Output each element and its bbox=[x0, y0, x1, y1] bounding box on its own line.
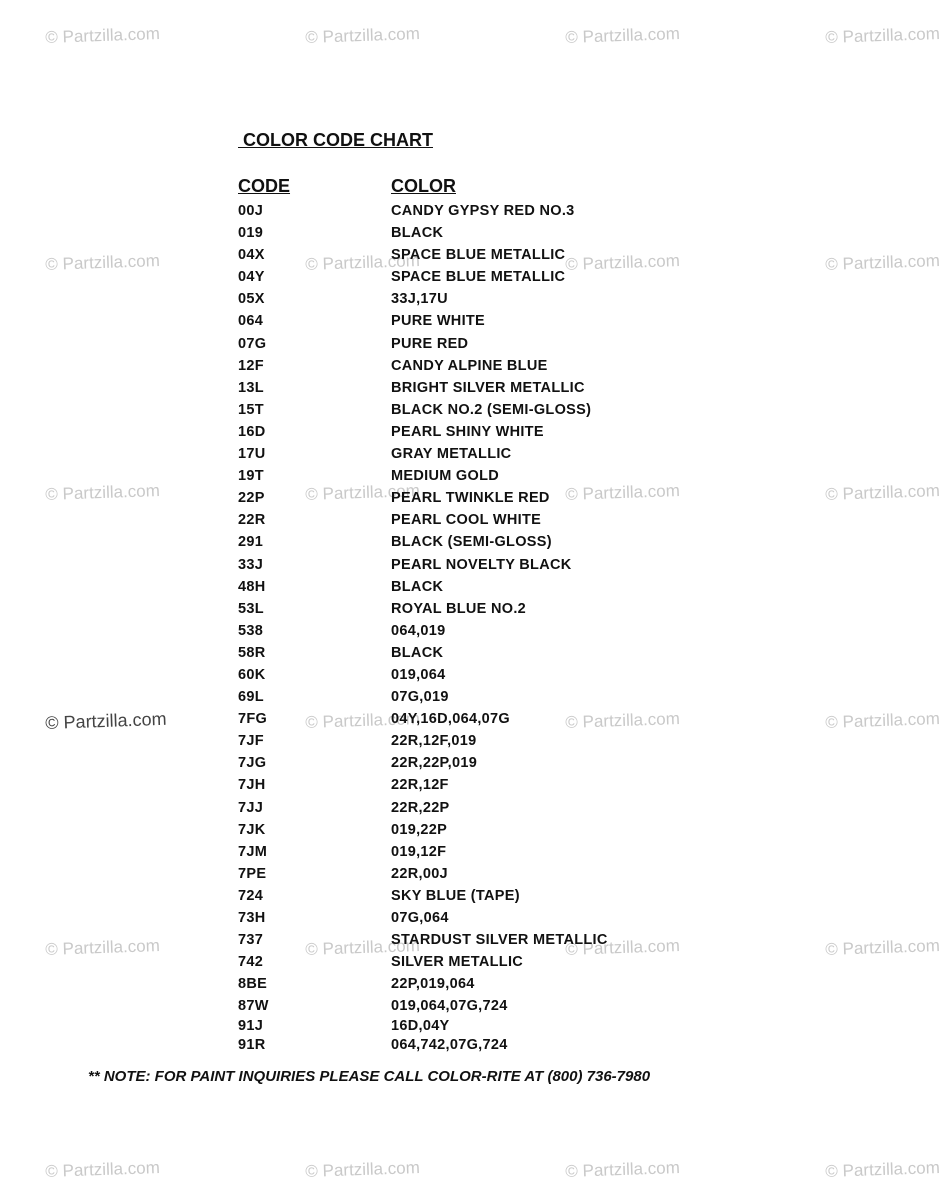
table-row bbox=[238, 643, 838, 665]
table-row bbox=[238, 223, 838, 245]
partzilla-watermark: © Partzilla.com bbox=[565, 936, 681, 959]
color-name: BLACK bbox=[391, 225, 444, 242]
color-name: BLACK (SEMI-GLOSS) bbox=[391, 534, 552, 551]
partzilla-watermark: © Partzilla.com bbox=[565, 1158, 681, 1181]
color-code: 019 bbox=[238, 225, 264, 242]
color-code: 87W bbox=[238, 998, 269, 1015]
partzilla-watermark: © Partzilla.com bbox=[825, 1158, 940, 1181]
color-name: PURE WHITE bbox=[391, 313, 486, 330]
table-row bbox=[238, 466, 838, 488]
color-code: 58R bbox=[238, 644, 266, 661]
table-row bbox=[238, 996, 838, 1016]
table-row bbox=[238, 798, 838, 820]
page-title: COLOR CODE CHART bbox=[238, 130, 433, 150]
color-code: 48H bbox=[238, 578, 266, 595]
color-name: CANDY GYPSY RED NO.3 bbox=[391, 203, 575, 219]
color-name: 07G,019 bbox=[391, 689, 449, 706]
partzilla-watermark: © Partzilla.com bbox=[565, 24, 681, 47]
color-name: 22R,12F,019 bbox=[391, 733, 477, 750]
partzilla-watermark: © Partzilla.com bbox=[45, 936, 161, 959]
table-row bbox=[238, 908, 838, 930]
table-row bbox=[238, 555, 838, 577]
table-row bbox=[238, 665, 838, 687]
color-code: 8BE bbox=[238, 976, 268, 993]
color-code: 07G bbox=[238, 335, 267, 352]
color-name: PEARL SHINY WHITE bbox=[391, 423, 544, 440]
partzilla-watermark: © Partzilla.com bbox=[565, 481, 681, 504]
table-row bbox=[238, 621, 838, 643]
paint-inquiry-note: ** NOTE: FOR PAINT INQUIRIES PLEASE CALL COLOR-RITE AT (800) 736-7980 bbox=[88, 1068, 651, 1085]
color-code: 742 bbox=[238, 954, 264, 971]
color-code: 7PE bbox=[238, 865, 267, 882]
partzilla-watermark: © Partzilla.com bbox=[825, 709, 940, 732]
color-code: 53L bbox=[238, 600, 264, 617]
color-code: 60K bbox=[238, 666, 266, 683]
color-column-header: COLOR bbox=[391, 176, 456, 196]
color-name: 07G,064 bbox=[391, 910, 449, 926]
partzilla-watermark: © Partzilla.com bbox=[305, 251, 421, 274]
partzilla-watermark: © Partzilla.com bbox=[305, 709, 421, 732]
color-code: 7JM bbox=[238, 843, 268, 860]
color-code: 7JG bbox=[238, 755, 267, 772]
partzilla-watermark: © Partzilla.com bbox=[45, 24, 161, 47]
color-name: 22R,12F bbox=[391, 777, 449, 794]
partzilla-watermark: © Partzilla.com bbox=[565, 251, 681, 274]
color-code: 291 bbox=[238, 534, 264, 551]
color-name: PEARL TWINKLE RED bbox=[391, 490, 550, 507]
color-name: ROYAL BLUE NO.2 bbox=[391, 600, 527, 617]
color-code: 69L bbox=[238, 689, 264, 706]
color-code: 724 bbox=[238, 887, 264, 904]
table-row bbox=[238, 510, 838, 532]
color-name: CANDY ALPINE BLUE bbox=[391, 357, 548, 374]
color-code: 04X bbox=[238, 247, 265, 264]
partzilla-watermark: © Partzilla.com bbox=[45, 251, 161, 274]
partzilla-watermark: © Partzilla.com bbox=[825, 24, 940, 47]
table-row bbox=[238, 842, 838, 864]
table-row bbox=[238, 532, 838, 554]
color-code: 7FG bbox=[238, 711, 268, 728]
code-column-header: CODE bbox=[238, 176, 291, 196]
color-name: 22R,22P bbox=[391, 799, 450, 816]
color-code: 737 bbox=[238, 932, 264, 949]
color-code: 00J bbox=[238, 203, 264, 219]
color-name: PURE RED bbox=[391, 335, 469, 352]
color-name: 22R,00J bbox=[391, 865, 448, 882]
table-row bbox=[238, 930, 838, 952]
color-code: 17U bbox=[238, 446, 266, 463]
partzilla-watermark: © Partzilla.com bbox=[305, 936, 421, 959]
partzilla-watermark: © Partzilla.com bbox=[305, 24, 421, 47]
table-row bbox=[238, 753, 838, 775]
table-row bbox=[238, 245, 838, 267]
table-row bbox=[238, 820, 838, 842]
table-row bbox=[238, 334, 838, 356]
color-code: 19T bbox=[238, 468, 264, 485]
table-row bbox=[238, 1016, 838, 1036]
color-name: 22R,22P,019 bbox=[391, 755, 478, 772]
table-row bbox=[238, 952, 838, 974]
table-row bbox=[238, 267, 838, 289]
color-name: SILVER METALLIC bbox=[391, 954, 524, 971]
table-row bbox=[238, 422, 838, 444]
color-name: 064,019 bbox=[391, 622, 446, 639]
partzilla-watermark: © Partzilla.com bbox=[825, 936, 940, 959]
partzilla-watermark: © Partzilla.com bbox=[45, 1158, 161, 1181]
table-row bbox=[238, 886, 838, 908]
color-code: 7JJ bbox=[238, 799, 264, 816]
color-name: 019,064,07G,724 bbox=[391, 998, 508, 1015]
color-name: 019,22P bbox=[391, 821, 448, 838]
color-name: SKY BLUE (TAPE) bbox=[391, 887, 520, 904]
table-row bbox=[238, 488, 838, 510]
partzilla-watermark: © Partzilla.com bbox=[305, 1158, 421, 1181]
color-code: 16D bbox=[238, 423, 266, 440]
table-row bbox=[238, 201, 838, 223]
color-name: PEARL COOL WHITE bbox=[391, 512, 542, 529]
table-row bbox=[238, 577, 838, 599]
color-name: PEARL NOVELTY BLACK bbox=[391, 556, 572, 573]
color-name: BLACK bbox=[391, 644, 444, 661]
color-code: 7JF bbox=[238, 733, 264, 750]
color-code: 538 bbox=[238, 622, 264, 639]
color-name: SPACE BLUE METALLIC bbox=[391, 247, 566, 264]
color-code: 05X bbox=[238, 291, 265, 308]
color-code: 12F bbox=[238, 357, 264, 374]
color-name: 33J,17U bbox=[391, 291, 448, 308]
table-row bbox=[238, 864, 838, 886]
color-code: 15T bbox=[238, 401, 264, 418]
color-name: GRAY METALLIC bbox=[391, 446, 512, 463]
color-code: 91R bbox=[238, 1037, 266, 1054]
table-row bbox=[238, 775, 838, 797]
table-row bbox=[238, 974, 838, 996]
color-name: 019,12F bbox=[391, 843, 447, 860]
partzilla-watermark: © Partzilla.com bbox=[825, 481, 940, 504]
color-name: SPACE BLUE METALLIC bbox=[391, 269, 566, 286]
color-name: 019,064 bbox=[391, 666, 446, 683]
color-code: 91J bbox=[238, 1017, 264, 1034]
color-name: BLACK NO.2 (SEMI-GLOSS) bbox=[391, 401, 592, 418]
table-row bbox=[238, 599, 838, 621]
color-name: BRIGHT SILVER METALLIC bbox=[391, 379, 585, 396]
table-row bbox=[238, 400, 838, 422]
color-code: 064 bbox=[238, 313, 264, 330]
color-name: 04Y,16D,064,07G bbox=[391, 711, 510, 728]
table-row bbox=[238, 378, 838, 400]
partzilla-watermark: © Partzilla.com bbox=[305, 481, 421, 504]
table-row bbox=[238, 709, 838, 731]
color-name: 064,742,07G,724 bbox=[391, 1037, 508, 1054]
color-name: 16D,04Y bbox=[391, 1017, 450, 1034]
table-row bbox=[238, 731, 838, 753]
color-code: 33J bbox=[238, 556, 264, 573]
color-code: 22R bbox=[238, 512, 266, 529]
partzilla-watermark: © Partzilla.com bbox=[45, 481, 161, 504]
color-code: 7JK bbox=[238, 821, 266, 838]
table-row bbox=[238, 1035, 838, 1055]
color-name: 22P,019,064 bbox=[391, 976, 475, 993]
partzilla-watermark: © Partzilla.com bbox=[45, 708, 167, 733]
color-code-table bbox=[238, 201, 838, 1055]
color-code: 04Y bbox=[238, 269, 265, 286]
table-row bbox=[238, 356, 838, 378]
color-name: MEDIUM GOLD bbox=[391, 468, 500, 485]
table-row bbox=[238, 289, 838, 311]
color-name: BLACK bbox=[391, 578, 444, 595]
table-row bbox=[238, 444, 838, 466]
color-code: 7JH bbox=[238, 777, 266, 794]
table-row bbox=[238, 687, 838, 709]
color-code: 13L bbox=[238, 379, 264, 396]
table-row bbox=[238, 311, 838, 333]
color-name: STARDUST SILVER METALLIC bbox=[391, 932, 608, 949]
partzilla-watermark: © Partzilla.com bbox=[825, 251, 940, 274]
color-code: 22P bbox=[238, 490, 265, 507]
color-code: 73H bbox=[238, 910, 266, 926]
partzilla-watermark: © Partzilla.com bbox=[565, 709, 681, 732]
